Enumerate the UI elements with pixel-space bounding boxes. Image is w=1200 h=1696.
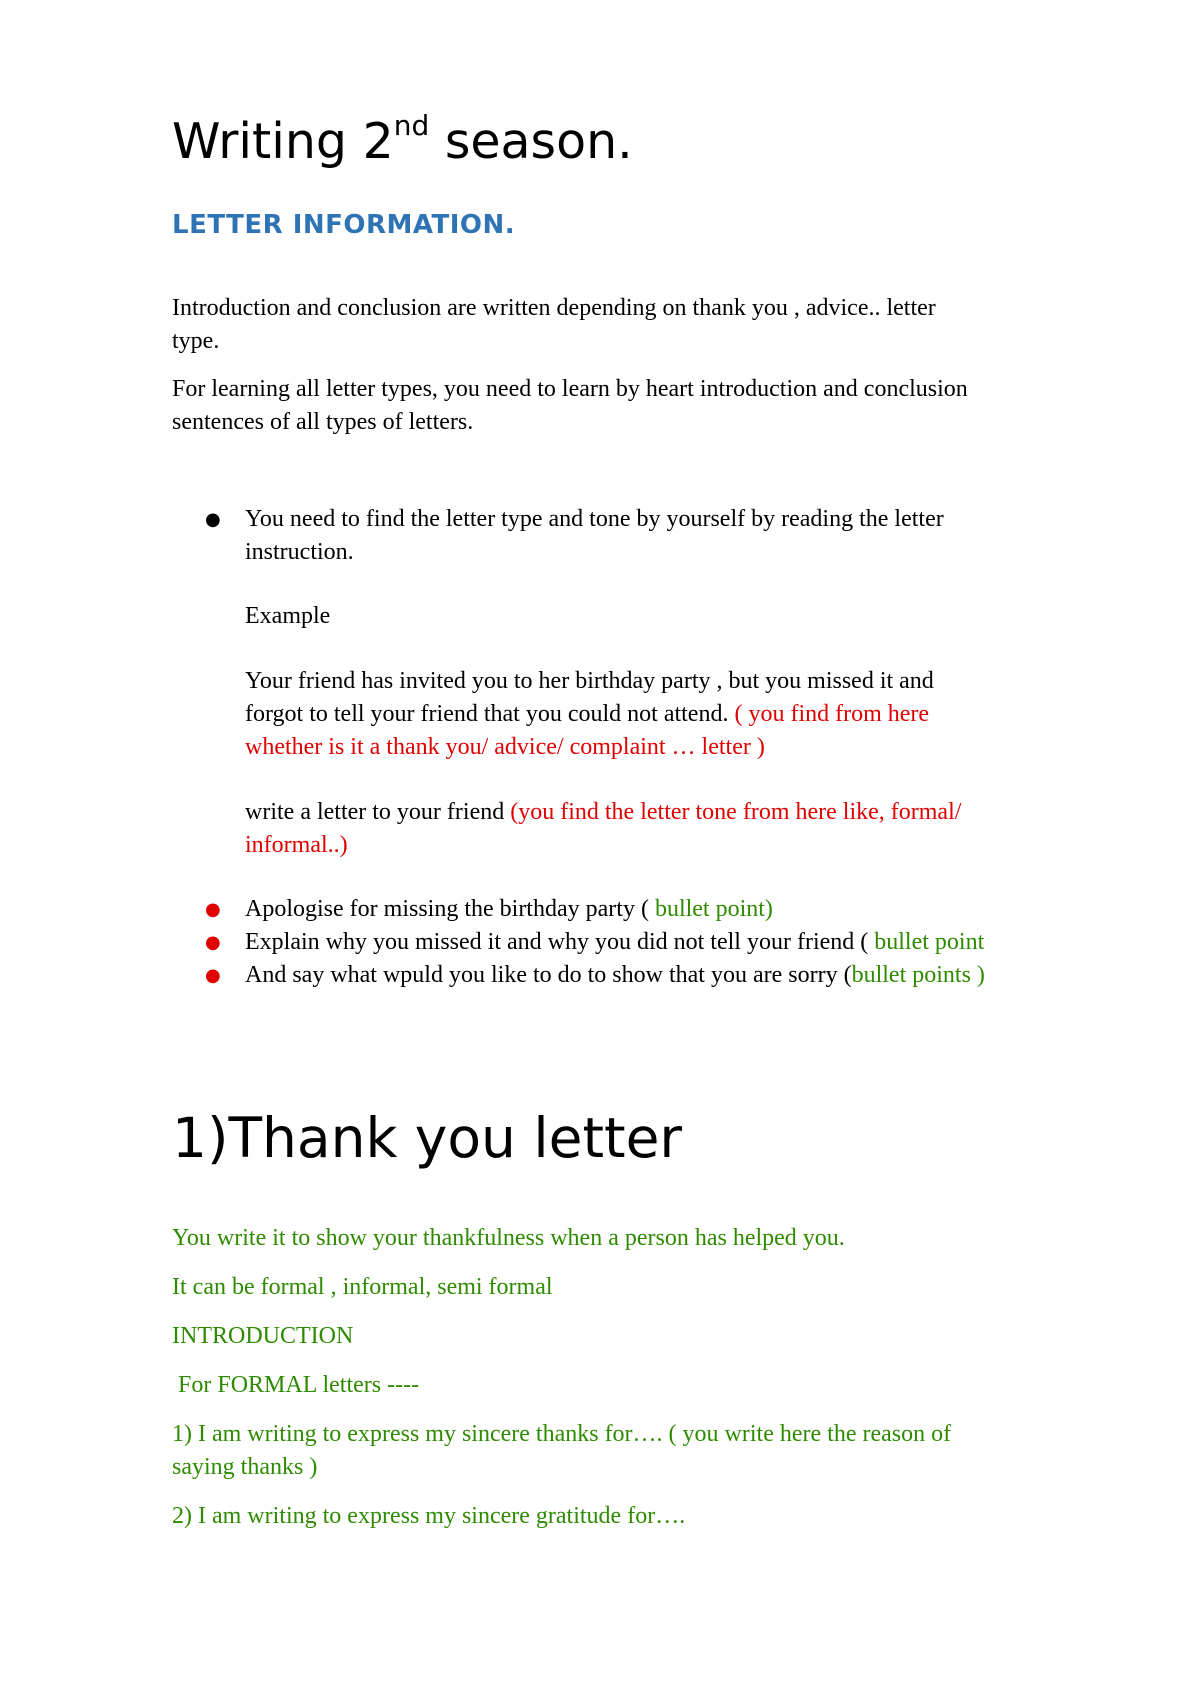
intro-paragraph-2-line-2: sentences of all types of letters. <box>172 409 474 435</box>
example-line-5: informal..) <box>245 832 348 858</box>
example-note: ( you find from here <box>734 701 930 727</box>
list-item-point <box>205 926 1135 959</box>
example-note: (you find the letter tone from here like, formal/ <box>510 799 962 825</box>
bullet-note: bullet points ) <box>851 962 985 988</box>
example-line-4: write a letter to your friend (you find the letter tone from here like, formal/ <box>245 799 962 825</box>
section-line-5b: saying thanks ) <box>172 1454 318 1480</box>
section-line-5a: 1) I am writing to express my sincere thanks for…. ( you write here the reason of <box>172 1421 952 1447</box>
section-line-1: You write it to show your thankfulness when a person has helped you. <box>172 1225 845 1251</box>
section-heading-thank-you: 1)Thank you letter <box>172 1106 683 1170</box>
list-item-line: instruction. <box>245 539 354 565</box>
list-item-point <box>205 893 1135 926</box>
list-item-line: Apologise for missing the birthday party ( bullet point) <box>245 896 773 922</box>
list-item-line: You need to find the letter type and tone by yourself by reading the letter <box>245 506 944 532</box>
example-line-1: Your friend has invited you to her birthday party , but you missed it and <box>245 668 934 694</box>
list-item-point <box>205 959 1135 992</box>
section-line-2: It can be formal , informal, semi formal <box>172 1274 553 1300</box>
bullet-note: bullet point <box>874 929 985 955</box>
example-line-2: forgot to tell your friend that you could not attend. ( you find from here <box>245 701 930 727</box>
section-line-6: 2) I am writing to express my sincere gratitude for…. <box>172 1503 686 1529</box>
intro-paragraph-1-line-1: Introduction and conclusion are written depending on thank you , advice.. letter <box>172 295 936 321</box>
intro-paragraph-2-line-1: For learning all letter types, you need to learn by heart introduction and conclusion <box>172 376 968 402</box>
example-line-3: whether is it a thank you/ advice/ complaint … letter ) <box>245 734 765 760</box>
intro-paragraph-1-line-2: type. <box>172 328 220 354</box>
section-line-introduction: INTRODUCTION <box>172 1323 354 1349</box>
bullet-icon: ● <box>205 899 221 920</box>
section-subtitle: LETTER INFORMATION. <box>172 210 516 240</box>
list-item-line: And say what wpuld you like to do to show that you are sorry (bullet points ) <box>245 962 985 988</box>
bullet-icon: ● <box>205 932 221 953</box>
example-label: Example <box>245 603 331 629</box>
bullet-icon: ● <box>205 965 221 986</box>
document-title: Writing 2nd season. <box>172 108 633 170</box>
bullet-icon: ● <box>205 509 221 530</box>
section-line-formal: For FORMAL letters ---- <box>172 1372 420 1398</box>
list-item-instruction <box>205 503 1135 573</box>
bullet-note: bullet point) <box>654 896 773 922</box>
list-item-line: Explain why you missed it and why you did not tell your friend ( bullet point <box>245 929 985 955</box>
title-superscript: nd <box>393 108 430 142</box>
